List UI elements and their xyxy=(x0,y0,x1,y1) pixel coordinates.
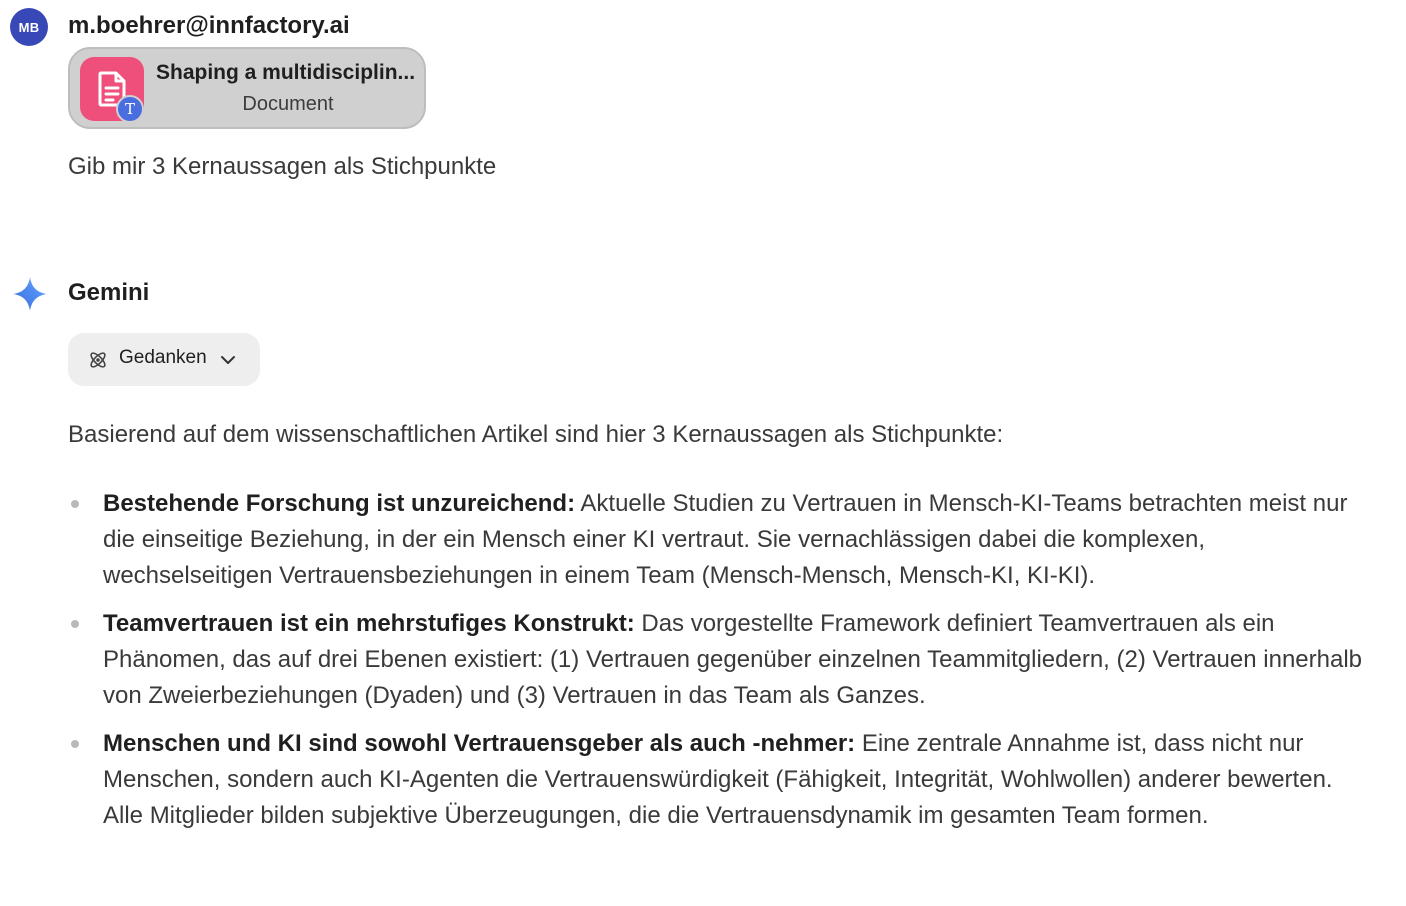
list-item xyxy=(68,726,1368,834)
bullet-dot xyxy=(71,620,79,628)
key-points-list xyxy=(68,486,1368,846)
attachment-chip[interactable] xyxy=(68,47,426,129)
list-item xyxy=(68,606,1368,714)
chevron-down-icon xyxy=(220,352,236,373)
user-prompt: Gib mir 3 Kernaussagen als Stichpunkte xyxy=(68,153,497,180)
point-heading: Bestehende Forschung ist unzureichend: xyxy=(103,490,576,517)
response-intro: Basierend auf dem wissenschaftlichen Artikel sind hier 3 Kernaussagen als Stichpunkte: xyxy=(68,421,1004,448)
atom-icon xyxy=(88,350,108,375)
user-email: m.boehrer@innfactory.ai xyxy=(68,12,350,39)
attachment-title: Shaping a multidisciplin... xyxy=(156,61,416,84)
thoughts-label: Gedanken xyxy=(119,347,207,368)
assistant-name: Gemini xyxy=(68,279,150,306)
text-badge-icon: T xyxy=(116,95,144,123)
user-avatar: MB xyxy=(10,8,48,46)
gemini-sparkle-icon xyxy=(12,276,48,317)
point-text: Aktuelle Studien zu Vertrauen in Mensch-KI-Teams betrachten meist nur die einseitige Beziehung, in der ein Mensch einer KI vertraut. Sie vernachlässigen dabei die komplexen, wechselseitigen Vertrauensbeziehungen in einem Team (Mensch-Mensch, Mensch-KI, KI-KI). xyxy=(103,490,1348,589)
point-text: Das vorgestellte Framework definiert Teamvertrauen als ein Phänomen, das auf drei Ebenen existiert: (1) Vertrauen gegenüber einzelnen Teammitgliedern, (2) Vertrauen innerhalb von Zweierbeziehungen (Dyaden) und (3) Vertrauen in das Team als Ganzes. xyxy=(103,610,1363,709)
thoughts-toggle-button[interactable] xyxy=(68,333,260,386)
bullet-dot xyxy=(71,740,79,748)
point-heading: Menschen und KI sind sowohl Vertrauensgeber als auch -nehmer: xyxy=(103,730,856,757)
list-item xyxy=(68,486,1368,594)
point-heading: Teamvertrauen ist ein mehrstufiges Konstrukt: xyxy=(103,610,635,637)
attachment-type: Document xyxy=(242,93,334,115)
bullet-dot xyxy=(71,500,79,508)
point-text: Eine zentrale Annahme ist, dass nicht nur Menschen, sondern auch KI-Agenten die Vertrauenswürdigkeit (Fähigkeit, Integrität, Wohlwollen) anderer bewerten. Alle Mitglieder bilden subjektive Überzeugungen, die die Vertrauensdynamik im gesamten Team formen. xyxy=(103,730,1333,829)
